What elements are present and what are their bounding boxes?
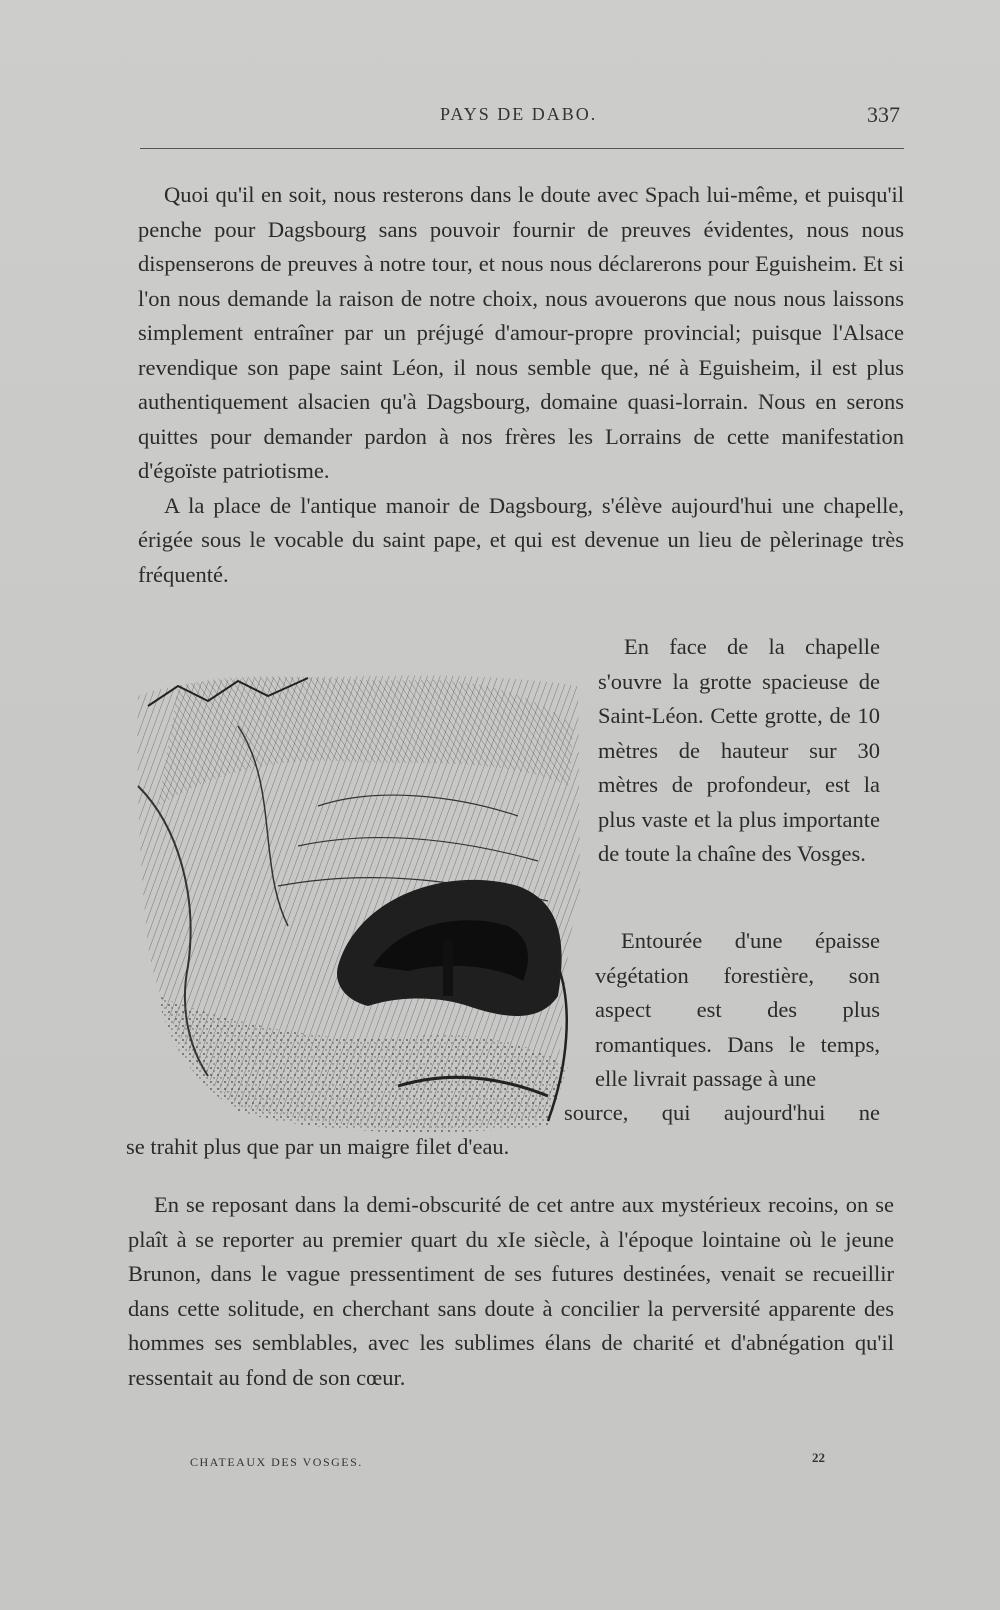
upper-text-block	[138, 178, 904, 592]
running-title: PAYS DE DABO.	[440, 104, 598, 124]
footer-signature: CHATEAUX DES VOSGES.	[190, 1455, 363, 1469]
paragraph-5: En se reposant dans la demi-obscurité de cet antre aux mystérieux recoins, on se plaît à se reporter au premier quart du xIe siècle, à l'époque lointaine où le jeune Brunon, dans le vague pressentiment de ses futures destinées, venait se recueillir dans cette solitude, en cherchant sans doute à concilier la perversité apparente des hommes ses semblables, avec les sublimes élans de charité et d'abnégation qu'il ressentait au fond de son cœur.	[128, 1192, 894, 1390]
figure-area	[118, 634, 904, 1184]
paragraph-4-side: Entourée d'une épaisse végétation forestière, son aspect est des plus romantiques. Dans le temps, elle livrait passage à une	[595, 928, 880, 1091]
header-rule	[140, 148, 904, 149]
lower-text-block	[128, 1188, 894, 1395]
paragraph-4-end: se trahit plus que par un maigre filet d'eau.	[126, 1134, 510, 1159]
footer-sheet-number: 22	[812, 1450, 825, 1465]
side-text-4	[126, 1130, 886, 1165]
paragraph-3: En face de la chapelle s'ouvre la grotte spacieuse de Saint-Léon. Cette grotte, de 10 mètres de hauteur sur 30 mètres de profondeur, est la plus vaste et la plus importante de toute la chaîne des Vosges.	[598, 634, 880, 866]
side-text-3	[564, 1096, 880, 1131]
page-header	[140, 100, 900, 130]
side-text-1	[598, 630, 880, 872]
page-number: 337	[867, 102, 900, 127]
paragraph-4-continued: source, qui aujourd'hui ne	[564, 1100, 880, 1125]
grotto-engraving	[118, 666, 588, 1144]
side-text-2	[595, 924, 880, 1097]
paragraph-1: Quoi qu'il en soit, nous resterons dans le doute avec Spach lui-même, et puisqu'il penche pour Dagsbourg sans pouvoir fournir de preuves évidentes, nous nous dispenserons de preuves à notre tour, et nous nous déclarerons pour Eguisheim. Et si l'on nous demande la raison de notre choix, nous avouerons que nous nous laissons simplement entraîner par un préjugé d'amour-propre provincial; puisque l'Alsace revendique son pape saint Léon, il nous semble que, né à Eguisheim, il est plus authentiquement alsacien qu'à Dagsbourg, domaine quasi-lorrain. Nous en serons quittes pour demander pardon à nos frères les Lorrains de cette manifestation d'égoïste patriotisme.	[138, 182, 904, 483]
paragraph-2: A la place de l'antique manoir de Dagsbourg, s'élève aujourd'hui une chapelle, érigée sous le vocable du saint pape, et qui est devenue un lieu de pèlerinage très fréquenté.	[138, 492, 904, 587]
